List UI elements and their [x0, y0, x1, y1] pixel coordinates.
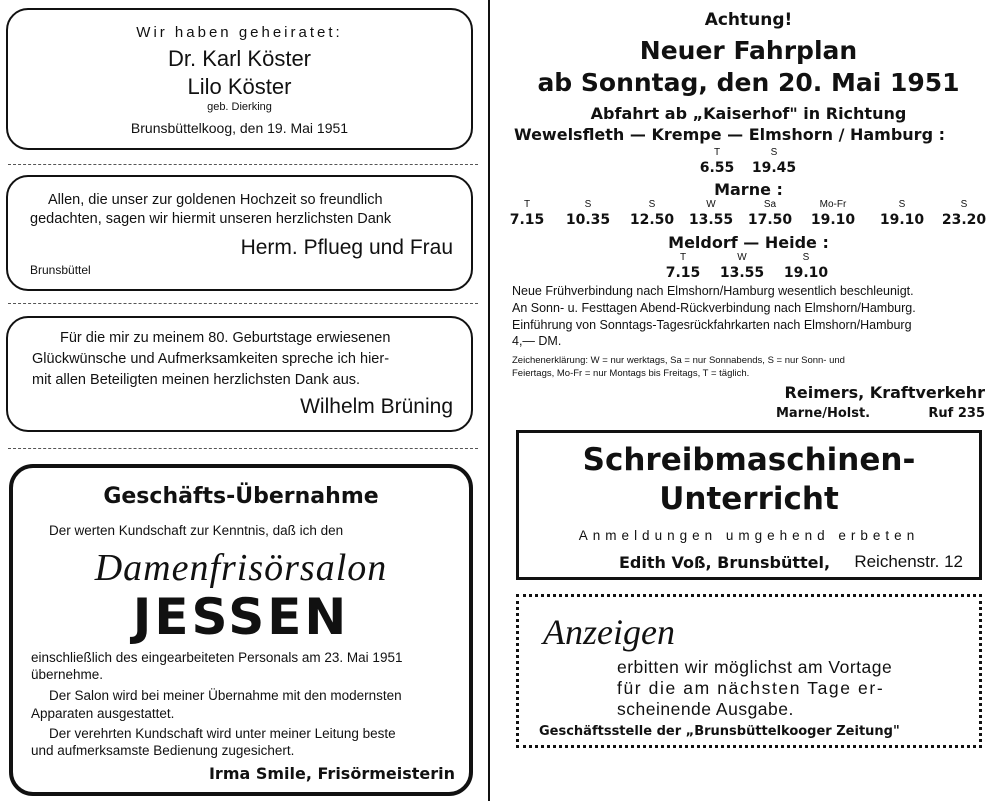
time-tag: T: [679, 252, 687, 263]
wedding-name-1: Dr. Karl Köster: [167, 46, 312, 71]
departure-time: 23.20: [941, 212, 987, 228]
timetable-ad: [506, 0, 991, 430]
time-tag: S: [802, 252, 810, 263]
typing-course-ad: [516, 430, 982, 580]
timetable-route-1: Wewelsfleth — Krempe — Elmshorn / Hamburg :: [514, 125, 945, 144]
departure-time: 12.50: [629, 212, 675, 228]
salon-script-title: Damenfrisörsalon: [94, 547, 388, 589]
wedding-place-date: Brunsbüttelkoog, den 19. Mai 1951: [130, 120, 349, 136]
birthday-text-line-3: mit allen Beteiligten meinen herzlichsten Dank aus.: [32, 372, 361, 388]
time-tag: S: [584, 199, 592, 210]
timetable-legend-2: Feiertags, Mo-Fr = nur Montags bis Freitags, T = täglich.: [512, 368, 750, 379]
departure-time: 19.10: [810, 212, 856, 228]
time-tag: W: [737, 252, 747, 263]
departure-time: 6.55: [699, 160, 735, 176]
departure-time: 17.50: [747, 212, 793, 228]
golden-place: Brunsbüttel: [30, 263, 91, 277]
timetable-attention: Achtung!: [704, 10, 793, 30]
salon-paragraph-1-line-2: übernehme.: [31, 667, 104, 682]
time-tag: Sa: [763, 199, 777, 210]
typing-name: Edith Voß, Brunsbüttel,: [619, 553, 831, 572]
wedding-nee: geb. Dierking: [207, 101, 272, 113]
column-divider: [488, 0, 490, 801]
time-tag: S: [648, 199, 656, 210]
timetable-note-2: An Sonn- u. Festtagen Abend-Rückverbindung nach Elmshorn/Hamburg.: [512, 301, 916, 315]
timetable-note-1: Neue Frühverbindung nach Elmshorn/Hamburg wesentlich beschleunigt.: [512, 284, 914, 298]
departure-time: 7.15: [509, 212, 545, 228]
departure-time: 19.45: [751, 160, 797, 176]
time-tag: Mo-Fr: [819, 199, 847, 210]
timetable-note-4: 4,— DM.: [512, 334, 562, 348]
timetable-departure-line: Abfahrt ab „Kaiserhof" in Richtung: [590, 104, 907, 123]
timetable-title-1: Neuer Fahrplan: [639, 36, 858, 65]
wedding-announcement: [6, 8, 473, 150]
time-tag: T: [523, 199, 531, 210]
departure-time: 19.10: [879, 212, 925, 228]
typing-subtitle: Anmeldungen umgehend erbeten: [578, 528, 920, 543]
salon-name: JESSEN: [132, 588, 350, 646]
ads-line-1: erbitten wir möglichst am Vortage: [617, 657, 893, 677]
typing-address: Reichenstr. 12: [854, 552, 963, 571]
ads-line-3: scheinende Ausgabe.: [617, 699, 794, 719]
ads-line-2: für die am nächsten Tage er-: [617, 678, 885, 698]
time-tag: T: [713, 147, 721, 158]
departure-time: 19.10: [783, 265, 829, 281]
salon-heading: Geschäfts-Übernahme: [103, 484, 379, 509]
timetable-company: Reimers, Kraftverkehr: [784, 383, 985, 402]
separator: [8, 448, 478, 449]
golden-text-line-2: gedachten, sagen wir hiermit unseren herzlichsten Dank: [30, 211, 392, 227]
birthday-text-line-1: Für die mir zu meinem 80. Geburtstage erwiesenen: [60, 330, 391, 346]
golden-signature: Herm. Pflueg und Frau: [240, 236, 453, 259]
salon-takeover-ad: [9, 464, 473, 796]
separator: [8, 164, 478, 165]
golden-text-line-1: Allen, die unser zur goldenen Hochzeit so freundlich: [48, 192, 383, 208]
departure-time: 13.55: [688, 212, 734, 228]
salon-paragraph-2-line-2: Apparaten ausgestattet.: [31, 706, 175, 721]
time-tag: S: [898, 199, 906, 210]
timetable-title-2: ab Sonntag, den 20. Mai 1951: [537, 68, 960, 97]
salon-paragraph-2-line-1: Der Salon wird bei meiner Übernahme mit den modernsten: [49, 688, 402, 703]
salon-notice: Der werten Kundschaft zur Kenntnis, daß ich den: [49, 523, 344, 538]
typing-title-2: Unterricht: [659, 481, 839, 517]
birthday-thanks: [6, 316, 473, 432]
departure-time: 13.55: [719, 265, 765, 281]
time-tag: S: [770, 147, 778, 158]
golden-wedding-thanks: [6, 175, 473, 291]
timetable-phone: Ruf 235: [928, 406, 985, 421]
time-tag: W: [706, 199, 716, 210]
ads-office: Geschäftsstelle der „Brunsbüttelkooger Zeitung": [539, 724, 900, 739]
typing-title-1: Schreibmaschinen-: [582, 442, 916, 478]
wedding-intro: Wir haben geheiratet:: [136, 24, 343, 41]
wedding-name-2: Lilo Köster: [187, 74, 292, 99]
separator: [8, 303, 478, 304]
ads-request-box: [516, 594, 982, 748]
timetable-route-2: Marne :: [714, 180, 783, 199]
salon-paragraph-3-line-2: und aufmerksamste Bedienung zugesichert.: [31, 743, 295, 758]
birthday-signature: Wilhelm Brüning: [300, 395, 453, 418]
time-tag: S: [960, 199, 968, 210]
departure-time: 7.15: [665, 265, 701, 281]
ads-title: Anzeigen: [543, 612, 675, 652]
timetable-place: Marne/Holst.: [776, 406, 871, 421]
salon-paragraph-3-line-1: Der verehrten Kundschaft wird unter meiner Leitung beste: [49, 726, 396, 741]
timetable-note-3: Einführung von Sonntags-Tagesrückfahrkarten nach Elmshorn/Hamburg: [512, 318, 912, 332]
salon-paragraph-1-line-1: einschließlich des eingearbeiteten Personals am 23. Mai 1951: [31, 650, 403, 665]
birthday-text-line-2: Glückwünsche und Aufmerksamkeiten spreche ich hier-: [32, 351, 390, 367]
timetable-route-3: Meldorf — Heide :: [668, 233, 829, 252]
salon-signature: Irma Smile, Frisörmeisterin: [208, 764, 455, 783]
timetable-legend-1: Zeichenerklärung: W = nur werktags, Sa = nur Sonnabends, S = nur Sonn- und: [512, 355, 845, 366]
departure-time: 10.35: [565, 212, 611, 228]
